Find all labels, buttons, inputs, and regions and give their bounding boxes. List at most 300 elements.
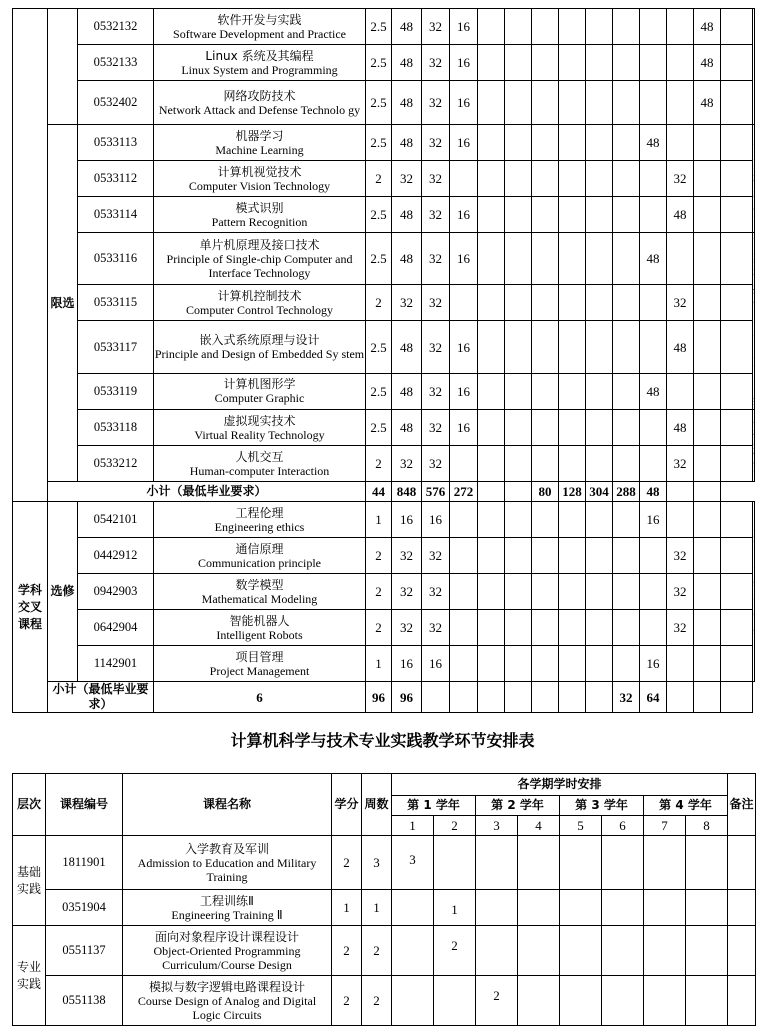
empty-cell xyxy=(560,926,602,976)
subtotal-s4: 128 xyxy=(559,482,586,502)
subtotal-s5: 304 xyxy=(586,482,613,502)
course-type-elective: 选修 xyxy=(48,502,78,682)
course-name-zh: 入学教育及军训 xyxy=(184,841,269,856)
table-row xyxy=(13,976,756,1026)
table-row xyxy=(13,233,755,285)
lab-cell: 16 xyxy=(450,321,478,373)
course-code: 0533114 xyxy=(78,197,154,233)
empty-cell xyxy=(559,610,586,646)
remark-cell xyxy=(728,926,756,976)
semester-6-cell xyxy=(667,125,694,161)
course-name-cell xyxy=(154,285,366,321)
course-table xyxy=(12,8,755,713)
empty-cell xyxy=(532,410,559,446)
course-name-zh: Linux 系统及其编程 xyxy=(205,48,314,63)
credit-cell: 2 xyxy=(366,574,392,610)
empty-cell xyxy=(586,682,613,713)
credit-cell: 2 xyxy=(332,976,362,1026)
empty-cell xyxy=(478,373,505,409)
hours-cell: 32 xyxy=(392,538,422,574)
credit-cell: 2 xyxy=(366,285,392,321)
header-year4: 第 4 学年 xyxy=(644,796,728,816)
empty-cell xyxy=(532,81,559,125)
table-row xyxy=(13,285,755,321)
empty-cell xyxy=(505,410,532,446)
empty-cell xyxy=(613,197,640,233)
empty-cell xyxy=(392,926,434,976)
course-name-en: Communication principle xyxy=(198,555,321,570)
course-name-zh: 数学模型 xyxy=(235,577,284,592)
semester-5-cell xyxy=(640,574,667,610)
empty-cell xyxy=(532,446,559,482)
course-code: 0542101 xyxy=(78,502,154,538)
hours-cell: 48 xyxy=(392,321,422,373)
semester-5-cell xyxy=(640,161,667,197)
semester-5-cell xyxy=(640,610,667,646)
empty-cell xyxy=(505,446,532,482)
empty-cell xyxy=(560,976,602,1026)
empty-cell xyxy=(532,610,559,646)
hours-cell: 16 xyxy=(392,646,422,682)
lab-cell: 16 xyxy=(450,125,478,161)
empty-cell xyxy=(721,9,753,45)
empty-cell xyxy=(602,926,644,976)
hours-cell: 48 xyxy=(392,9,422,45)
empty-cell xyxy=(586,446,613,482)
empty-cell xyxy=(532,9,559,45)
subtotal-label: 小计（最低毕业要求） xyxy=(48,482,366,502)
empty-cell xyxy=(586,502,613,538)
empty-cell xyxy=(721,502,753,538)
empty-cell xyxy=(559,9,586,45)
course-name-cell xyxy=(123,926,332,976)
empty-cell xyxy=(505,233,532,285)
empty-cell xyxy=(478,502,505,538)
note-computer-vision xyxy=(753,125,755,233)
table-row xyxy=(13,538,755,574)
semester-5-cell xyxy=(640,197,667,233)
semester-1-cell: 3 xyxy=(392,836,434,890)
empty-cell xyxy=(450,502,478,538)
empty-cell xyxy=(478,125,505,161)
course-name-zh: 单片机原理及接口技术 xyxy=(199,237,320,252)
course-name-en: Mathematical Modeling xyxy=(201,591,318,606)
lab-cell: 16 xyxy=(450,373,478,409)
empty-cell xyxy=(613,410,640,446)
empty-cell xyxy=(586,45,613,81)
empty-cell xyxy=(613,81,640,125)
course-code: 0533117 xyxy=(78,321,154,373)
empty-cell xyxy=(392,976,434,1026)
lecture-cell: 32 xyxy=(422,410,450,446)
semester-7-cell: 48 xyxy=(694,9,721,45)
empty-cell xyxy=(560,890,602,926)
empty-cell xyxy=(559,574,586,610)
subtotal-lab: 272 xyxy=(450,482,478,502)
course-group-label: 学科交叉课程 xyxy=(13,502,48,713)
hours-cell: 48 xyxy=(392,45,422,81)
course-name-en: Engineering Training Ⅱ xyxy=(171,907,283,922)
empty-cell xyxy=(532,682,559,713)
credit-cell: 2.5 xyxy=(366,9,392,45)
header-remark: 备注 xyxy=(728,774,756,836)
group-cell-upper xyxy=(13,9,48,502)
empty-cell xyxy=(505,125,532,161)
note-requirement xyxy=(753,502,755,682)
empty-cell xyxy=(586,410,613,446)
lab-cell xyxy=(450,161,478,197)
subtotal-hours: 848 xyxy=(392,482,422,502)
credit-cell: 2.5 xyxy=(366,45,392,81)
course-name-zh: 计算机图形学 xyxy=(223,377,296,392)
semester-5-cell xyxy=(640,446,667,482)
header-year3: 第 3 学年 xyxy=(560,796,644,816)
credit-cell: 2 xyxy=(332,926,362,976)
empty-cell xyxy=(613,125,640,161)
course-name-en: Human-computer Interaction xyxy=(189,463,330,478)
empty-cell xyxy=(559,502,586,538)
table-row xyxy=(13,161,755,197)
semester-2-cell: 2 xyxy=(434,926,476,976)
empty-cell xyxy=(532,502,559,538)
course-code: 0533118 xyxy=(78,410,154,446)
empty-cell xyxy=(559,321,586,373)
lecture-cell: 32 xyxy=(422,574,450,610)
empty-cell xyxy=(450,610,478,646)
empty-cell xyxy=(694,161,721,197)
note-virtual-reality xyxy=(753,410,755,482)
header-level: 层次 xyxy=(13,774,46,836)
empty-cell xyxy=(450,682,478,713)
note-cell xyxy=(753,9,755,125)
empty-cell xyxy=(602,836,644,890)
course-name-en: Computer Vision Technology xyxy=(188,178,331,193)
semester-5-cell: 48 xyxy=(640,373,667,409)
course-code: 0642904 xyxy=(78,610,154,646)
empty-cell xyxy=(559,446,586,482)
empty-cell xyxy=(559,81,586,125)
empty-cell xyxy=(586,538,613,574)
empty-cell xyxy=(694,285,721,321)
subtotal-credit: 44 xyxy=(366,482,392,502)
course-code: 0533113 xyxy=(78,125,154,161)
lecture-cell: 32 xyxy=(422,321,450,373)
course-code: 0532132 xyxy=(78,9,154,45)
course-name-en: Engineering ethics xyxy=(214,519,305,534)
table-row xyxy=(13,610,755,646)
empty-cell xyxy=(559,538,586,574)
course-code: 0551137 xyxy=(46,926,123,976)
course-name-zh: 人机交互 xyxy=(235,449,284,464)
empty-cell xyxy=(518,836,560,890)
empty-cell xyxy=(478,81,505,125)
empty-cell xyxy=(505,81,532,125)
semester-5-cell: 48 xyxy=(640,233,667,285)
empty-cell xyxy=(586,9,613,45)
empty-cell xyxy=(478,682,505,713)
subtotal-row xyxy=(13,682,755,713)
empty-cell xyxy=(586,373,613,409)
semester-6-cell: 48 xyxy=(667,197,694,233)
course-name-cell xyxy=(154,81,366,125)
table-row xyxy=(13,45,755,81)
empty-cell xyxy=(721,682,753,713)
course-code: 0551138 xyxy=(46,976,123,1026)
course-name-cell xyxy=(154,9,366,45)
table-row xyxy=(13,197,755,233)
empty-cell xyxy=(505,538,532,574)
header-semester-8: 8 xyxy=(686,816,728,836)
empty-cell xyxy=(559,682,586,713)
empty-cell xyxy=(505,373,532,409)
lecture-cell: 32 xyxy=(422,373,450,409)
lab-cell: 16 xyxy=(450,9,478,45)
table-row xyxy=(13,446,755,482)
hours-cell: 32 xyxy=(392,285,422,321)
hours-cell: 48 xyxy=(392,125,422,161)
empty-cell xyxy=(478,574,505,610)
lecture-cell: 32 xyxy=(422,446,450,482)
remark-cell xyxy=(728,976,756,1026)
semester-7-cell: 48 xyxy=(694,81,721,125)
lecture-cell: 32 xyxy=(422,81,450,125)
empty-cell xyxy=(559,410,586,446)
subtotal-row xyxy=(13,482,755,502)
lecture-cell: 32 xyxy=(422,45,450,81)
empty-cell xyxy=(532,125,559,161)
course-name-cell xyxy=(154,197,366,233)
empty-cell xyxy=(476,890,518,926)
credit-cell: 2 xyxy=(366,446,392,482)
empty-cell xyxy=(518,976,560,1026)
hours-cell: 48 xyxy=(392,233,422,285)
course-name-zh: 软件开发与实践 xyxy=(217,12,302,27)
empty-cell xyxy=(586,610,613,646)
empty-cell xyxy=(613,285,640,321)
practice-schedule-table xyxy=(12,773,756,1026)
header-semester-4: 4 xyxy=(518,816,560,836)
lab-cell: 16 xyxy=(450,197,478,233)
course-name-cell xyxy=(154,538,366,574)
course-name-en: Network Attack and Defense Technolo gy xyxy=(158,102,361,117)
empty-cell xyxy=(478,197,505,233)
header-semester-2: 2 xyxy=(434,816,476,836)
empty-cell xyxy=(613,161,640,197)
course-name-en: Principle and Design of Embedded Sy stem xyxy=(154,347,365,362)
credit-cell: 2.5 xyxy=(366,410,392,446)
empty-cell xyxy=(559,161,586,197)
course-name-cell xyxy=(154,646,366,682)
weeks-cell: 2 xyxy=(362,976,392,1026)
empty-cell xyxy=(613,233,640,285)
empty-cell xyxy=(532,233,559,285)
empty-cell xyxy=(559,197,586,233)
credit-cell: 2.5 xyxy=(366,125,392,161)
empty-cell xyxy=(721,446,753,482)
empty-cell xyxy=(686,926,728,976)
subtotal-hours: 96 xyxy=(366,682,392,713)
subtotal-s5: 32 xyxy=(613,682,640,713)
course-name-cell xyxy=(123,836,332,890)
empty-cell xyxy=(694,125,721,161)
empty-cell xyxy=(518,926,560,976)
empty-cell xyxy=(613,9,640,45)
table-row xyxy=(13,890,756,926)
table-row xyxy=(13,646,755,682)
empty-cell xyxy=(532,321,559,373)
empty-cell xyxy=(602,890,644,926)
empty-cell xyxy=(694,373,721,409)
course-name-en: Pattern Recognition xyxy=(211,214,308,229)
hours-cell: 32 xyxy=(392,610,422,646)
subtotal-s6: 288 xyxy=(613,482,640,502)
empty-cell xyxy=(721,321,753,373)
header-semester-6: 6 xyxy=(602,816,644,836)
credit-cell: 2.5 xyxy=(366,81,392,125)
header-schedule: 各学期学时安排 xyxy=(392,774,728,796)
credit-cell: 2 xyxy=(366,161,392,197)
semester-6-cell: 32 xyxy=(667,285,694,321)
course-code: 0532402 xyxy=(78,81,154,125)
empty-cell xyxy=(613,373,640,409)
empty-cell xyxy=(532,285,559,321)
course-code: 0533119 xyxy=(78,373,154,409)
empty-cell xyxy=(450,538,478,574)
semester-5-cell xyxy=(640,538,667,574)
lab-cell xyxy=(450,446,478,482)
semester-6-cell: 32 xyxy=(667,446,694,482)
empty-cell xyxy=(450,574,478,610)
empty-cell xyxy=(422,682,450,713)
empty-cell xyxy=(644,926,686,976)
subtotal-lecture: 576 xyxy=(422,482,450,502)
empty-cell xyxy=(532,538,559,574)
semester-5-cell: 16 xyxy=(640,502,667,538)
empty-cell xyxy=(505,502,532,538)
empty-cell xyxy=(586,321,613,373)
lecture-cell: 32 xyxy=(422,285,450,321)
course-name-en: Computer Control Technology xyxy=(186,302,333,317)
course-name-zh: 模拟与数字逻辑电路课程设计 xyxy=(148,979,305,994)
course-name-zh: 工程伦理 xyxy=(235,505,284,520)
empty-cell xyxy=(602,976,644,1026)
header-name: 课程名称 xyxy=(123,774,332,836)
empty-cell xyxy=(694,502,721,538)
empty-cell xyxy=(478,9,505,45)
empty-cell xyxy=(478,646,505,682)
course-name-cell xyxy=(154,125,366,161)
header-credit: 学分 xyxy=(332,774,362,836)
practice-table-title: 计算机科学与技术专业实践教学环节安排表 xyxy=(230,731,535,750)
empty-cell xyxy=(559,45,586,81)
empty-cell xyxy=(532,197,559,233)
empty-cell xyxy=(478,538,505,574)
empty-cell xyxy=(640,9,667,45)
empty-cell xyxy=(505,610,532,646)
empty-cell xyxy=(686,836,728,890)
empty-cell xyxy=(721,233,753,285)
empty-cell xyxy=(505,197,532,233)
note-embedded-control xyxy=(753,233,755,410)
course-name-cell xyxy=(123,890,332,926)
empty-cell xyxy=(721,538,753,574)
empty-cell xyxy=(721,410,753,446)
empty-cell xyxy=(478,285,505,321)
empty-cell xyxy=(694,197,721,233)
header-row xyxy=(13,774,756,796)
empty-cell xyxy=(721,125,753,161)
semester-3-cell: 2 xyxy=(476,976,518,1026)
semester-6-cell xyxy=(667,502,694,538)
type-cell-upper xyxy=(48,9,78,125)
course-name-cell xyxy=(154,446,366,482)
semester-2-cell: 1 xyxy=(434,890,476,926)
empty-cell xyxy=(532,161,559,197)
header-semester-7: 7 xyxy=(644,816,686,836)
empty-cell xyxy=(450,646,478,682)
empty-cell xyxy=(532,574,559,610)
empty-cell xyxy=(505,574,532,610)
course-name-zh: 虚拟现实技术 xyxy=(223,413,296,428)
credit-cell: 1 xyxy=(366,646,392,682)
empty-cell xyxy=(586,574,613,610)
empty-cell xyxy=(613,646,640,682)
empty-cell xyxy=(686,976,728,1026)
empty-cell xyxy=(476,926,518,976)
course-name-zh: 通信原理 xyxy=(235,541,284,556)
empty-cell xyxy=(505,646,532,682)
level-major: 专业实践 xyxy=(13,926,46,1026)
semester-6-cell xyxy=(667,373,694,409)
course-name-en: Admission to Education and Military Training xyxy=(137,855,317,884)
header-semester-5: 5 xyxy=(560,816,602,836)
empty-cell xyxy=(478,233,505,285)
table-row xyxy=(13,321,755,373)
remark-cell xyxy=(728,890,756,926)
empty-cell xyxy=(559,125,586,161)
credit-cell: 2 xyxy=(366,610,392,646)
lecture-cell: 32 xyxy=(422,197,450,233)
empty-cell xyxy=(644,890,686,926)
header-code: 课程编号 xyxy=(46,774,123,836)
empty-cell xyxy=(505,682,532,713)
subtotal-credit: 6 xyxy=(154,682,366,713)
empty-cell xyxy=(721,285,753,321)
empty-cell xyxy=(586,285,613,321)
header-year1: 第 1 学年 xyxy=(392,796,476,816)
empty-cell xyxy=(694,410,721,446)
hours-cell: 32 xyxy=(392,446,422,482)
hours-cell: 48 xyxy=(392,373,422,409)
empty-cell xyxy=(667,682,694,713)
empty-cell xyxy=(560,836,602,890)
empty-cell xyxy=(434,976,476,1026)
course-name-cell xyxy=(154,321,366,373)
empty-cell xyxy=(640,45,667,81)
empty-cell xyxy=(478,161,505,197)
course-name-en: Course Design of Analog and Digital Logic Circuits xyxy=(137,993,317,1022)
empty-cell xyxy=(559,285,586,321)
empty-cell xyxy=(721,45,753,81)
semester-6-cell: 32 xyxy=(667,538,694,574)
lab-cell: 16 xyxy=(450,233,478,285)
empty-cell xyxy=(478,610,505,646)
empty-cell xyxy=(559,646,586,682)
weeks-cell: 2 xyxy=(362,926,392,976)
course-name-en: Intelligent Robots xyxy=(216,627,303,642)
lecture-cell: 32 xyxy=(422,610,450,646)
empty-cell xyxy=(478,446,505,482)
